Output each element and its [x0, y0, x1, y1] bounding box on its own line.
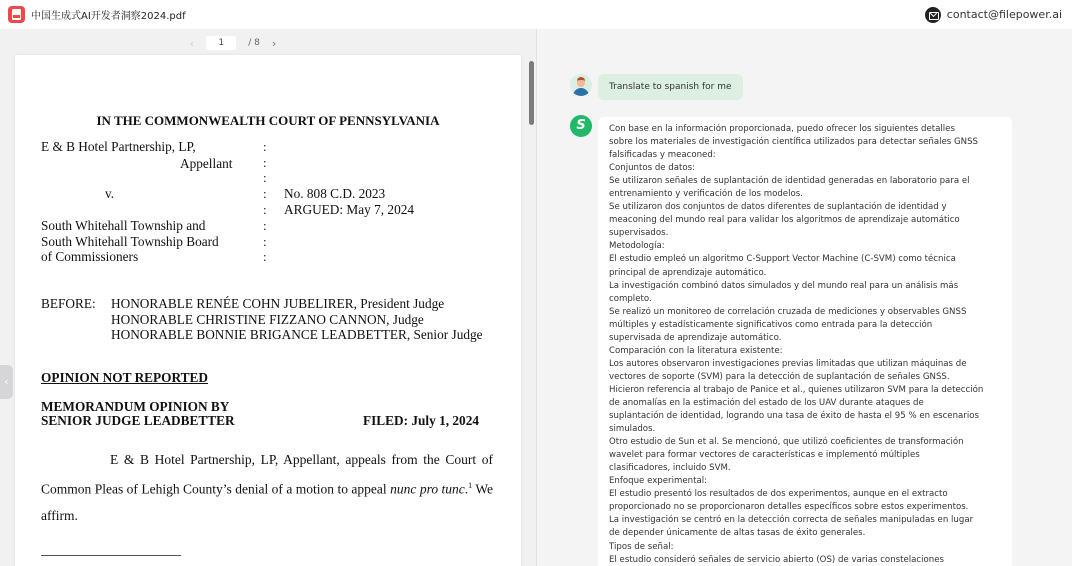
- title-bar: [0, 0, 1072, 29]
- argued-date: ARGUED: May 7, 2024: [284, 202, 415, 217]
- next-page-button[interactable]: ›: [271, 36, 277, 50]
- message-line: El estudio presentó los resultados de dos experimentos, aunque en el extracto: [609, 489, 948, 500]
- pdf-scrollbar[interactable]: [529, 61, 534, 125]
- caption-colon: :: [263, 170, 267, 185]
- versus: v.: [105, 186, 115, 201]
- page-navigator: [0, 35, 536, 51]
- message-line: wavelet para formar vectores de características e implementó múltiples: [609, 450, 920, 461]
- message-line: de depender únicamente de altas tasas de éxito generales.: [609, 528, 866, 539]
- body-italic: nunc pro tunc: [390, 481, 465, 497]
- message-line: Se realizó un monitoreo de correlación cruzada de mediciones y observables GNSS: [609, 306, 967, 317]
- message-line: suplantación de identidad, logrando una tasa de éxito de hasta el 95 % en escenarios: [609, 411, 979, 422]
- assistant-message: [598, 117, 1012, 566]
- footnote-mark[interactable]: 1: [468, 481, 473, 490]
- filed-date: FILED: July 1, 2024: [363, 413, 479, 428]
- memo-line-2: SENIOR JUDGE LEADBETTER: [41, 413, 235, 428]
- appellee-line-2: South Whitehall Township Board: [41, 234, 219, 249]
- caption-colon: :: [263, 202, 267, 217]
- message-line: simulados.: [609, 424, 656, 435]
- judge-1: HONORABLE RENÉE COHN JUBELIRER, President Judge: [111, 296, 445, 311]
- before-label: BEFORE:: [41, 296, 96, 311]
- memo-line-1: MEMORANDUM OPINION BY: [41, 399, 230, 414]
- appellee-line-1: South Whitehall Township and: [41, 218, 206, 233]
- message-line: Hicieron referencia al trabajo de Panice et al., quienes utilizaron SVM para la detección: [609, 384, 984, 395]
- page-number-input[interactable]: 1: [206, 36, 236, 50]
- caption-colon: :: [263, 234, 267, 249]
- message-line: Los autores observaron investigaciones previas limitadas que utilizan máquinas de: [609, 358, 967, 369]
- message-line: Enfoque experimental:: [609, 476, 707, 487]
- appellant-role: Appellant: [180, 156, 233, 171]
- judge-2: HONORABLE CHRISTINE FIZZANO CANNON, Judge: [111, 312, 424, 327]
- body-text: .: [464, 481, 469, 497]
- body-text: We affirm.: [41, 481, 493, 523]
- page-total: / 8: [248, 38, 260, 48]
- message-line: falsificadas y meaconed:: [609, 150, 716, 161]
- user-avatar-head: [577, 77, 585, 87]
- caption-colon: :: [263, 139, 267, 154]
- message-line: de anomalías en la estimación del estado de los UAV durante ataques de: [609, 397, 924, 408]
- caption-colon: :: [263, 249, 267, 264]
- filepower-logo-icon: S: [570, 115, 592, 137]
- pdf-viewer: [0, 29, 536, 566]
- message-line: Otro estudio de Sun et al. Se mencionó, que utilizó coeficientes de transformación: [609, 437, 964, 448]
- message-line: múltiples y estadísticamente significativos como entrada para la detección: [609, 319, 933, 330]
- footnote-divider: [41, 555, 181, 556]
- appellant-name: E & B Hotel Partnership, LP,: [41, 139, 196, 154]
- judge-3: HONORABLE BONNIE BRIGANCE LEADBETTER, Senior Judge: [111, 327, 483, 342]
- message-line: sobre los materiales de investigación científica utilizados para detectar señales GNSS: [609, 137, 979, 148]
- caption-colon: :: [263, 155, 267, 170]
- message-line: El estudio empleó un algoritmo C-Support Vector Machine (C-SVM) como técnica: [609, 254, 956, 265]
- chat-panel: [537, 29, 1072, 566]
- message-line: Conjuntos de datos:: [609, 163, 696, 174]
- case-number: No. 808 C.D. 2023: [284, 186, 386, 201]
- collapse-sidebar-button[interactable]: ‹: [0, 365, 13, 399]
- body-text: E & B Hotel Partnership, LP, Appellant, appeals from the Court of Common Pleas of Lehigh County’s denial of a motion to appeal: [41, 452, 493, 497]
- prev-page-button[interactable]: ‹: [189, 36, 195, 50]
- message-line: El estudio consideró señales de servicio abierto (OS) de varias constelaciones: [609, 554, 945, 565]
- caption-colon: :: [263, 218, 267, 233]
- pdf-page: [15, 55, 521, 566]
- message-line: clasificadores, incluido SVM.: [609, 463, 731, 474]
- message-line: proporcionado no se proporcionaron detalles específicos sobre estos experimentos.: [609, 502, 969, 513]
- caption-colon: :: [263, 186, 267, 201]
- file-name: 中国生成式AI开发者洞察2024.pdf: [31, 11, 186, 22]
- court-title: IN THE COMMONWEALTH COURT OF PENNSYLVANIA: [96, 113, 440, 128]
- file-info: [8, 6, 186, 23]
- message-line: supervisada de aprendizaje automático.: [609, 332, 782, 343]
- message-line: supervisados.: [609, 228, 669, 239]
- message-line: vectores de soporte (SVM) para la detección de suplantación de señales GNSS.: [609, 371, 950, 382]
- message-line: Se utilizaron dos conjuntos de datos diferentes de suplantación de identidad y: [609, 202, 947, 213]
- message-line: Comparación con la literatura existente:: [609, 345, 783, 356]
- mail-icon: [925, 7, 941, 23]
- user-avatar: [570, 74, 592, 96]
- pdf-file-icon: [8, 6, 25, 23]
- message-line: Metodología:: [609, 241, 665, 252]
- message-line: completo.: [609, 293, 652, 304]
- message-line: Con base en la información proporcionada, puedo ofrecer los siguientes detalles: [609, 124, 955, 134]
- message-line: entrenamiento y verificación de los modelos.: [609, 189, 803, 200]
- message-line: principal de aprendizaje automático.: [609, 267, 767, 278]
- message-line: La investigación combinó datos simulados y del mundo real para un análisis más: [609, 280, 959, 291]
- user-message: Translate to spanish for me: [598, 74, 743, 100]
- user-avatar-body: [573, 88, 589, 96]
- opinion-status: OPINION NOT REPORTED: [41, 370, 208, 385]
- contact-link[interactable]: [925, 7, 1062, 23]
- appellee-line-3: of Commissioners: [41, 249, 139, 264]
- opinion-body: [41, 447, 493, 529]
- message-line: Se utilizaron señales de suplantación de identidad generadas en laboratorio para el: [609, 176, 970, 187]
- contact-email[interactable]: contact@filepower.ai: [946, 8, 1062, 21]
- message-line: meaconing del mundo real para validar los algoritmos de aprendizaje automático: [609, 215, 960, 226]
- message-line: Tipos de señal:: [609, 541, 674, 552]
- message-line: La investigación se centró en la detección correcta de señales manipuladas en lugar: [609, 515, 974, 526]
